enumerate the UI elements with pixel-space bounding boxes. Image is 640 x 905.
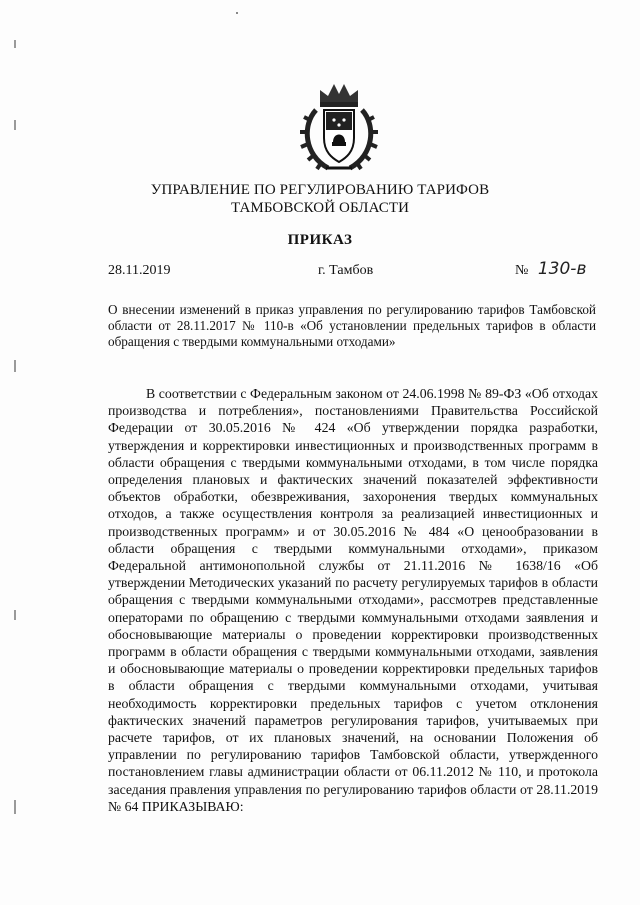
scan-margin-mark — [14, 40, 16, 48]
document-number — [515, 259, 586, 279]
tambov-coat-of-arms-icon — [298, 80, 380, 175]
scan-margin-mark — [14, 610, 16, 620]
scan-margin-mark — [14, 800, 16, 814]
document-type-title: ПРИКАЗ — [287, 232, 353, 248]
scan-margin-mark — [14, 360, 16, 372]
document-subject: О внесении изменений в приказ управления по регулированию тарифов Тамбовской области от 28.11.2017 № 110-в «Об установлении предельных тарифов в области обращения с твердыми коммунальными отходами» — [108, 302, 596, 349]
agency-name-line1: УПРАВЛЕНИЕ ПО РЕГУЛИРОВАНИЮ ТАРИФОВ — [150, 182, 490, 198]
scan-dust-dot — [236, 12, 238, 14]
document-date: 28.11.2019 — [108, 263, 171, 278]
agency-name-line2: ТАМБОВСКОЙ ОБЛАСТИ — [230, 200, 410, 216]
scan-margin-mark — [14, 120, 16, 130]
document-body-paragraph: В соответствии с Федеральным законом от 24.06.1998 № 89-ФЗ «Об отходах производства и потребления», постановлениями Правительства Российской Федерации от 30.05.2016 № 424 «Об утверждении порядка разработки, утверждения и корректировки инвестиционных и производственных программ в области обращения с твердыми коммунальными отходами, в том числе порядка определения плановых и фактических значений показателей эффективности объектов обработки, обезвреживания, захоронения твердых коммунальных отходов, а также осуществления контроля за реализацией инвестиционных и производственных программ» и от 30.05.2016 № 484 «О ценообразовании в области обращения с твердыми коммунальными отходами», приказом Федеральной антимонопольной службы от 21.11.2016 № 1638/16 «Об утверждении Методических указаний по расчету регулируемых тарифов в области обращения с твердыми коммунальными отходами», рассмотрев представленные операторами по обращению с твердыми коммунальными отходами заявления и обосновывающие материалы о проведении корректировки производственных программ в области обращения с твердыми коммунальными отходами, заявления и обосновывающие материалы о проведении корректировки предельных тарифов в области обращения с твердыми коммунальными отходами, учитывая необходимость корректировки предельных тарифов с учетом отклонения фактических значений параметров регулирования тарифов, учитываемых при расчете тарифов, от их плановых значений, на основании Положения об управлении по регулированию тарифов Тамбовской области, утвержденного постановлением главы администрации области от 06.11.2012 № 110, и протокола заседания правления управления по регулированию тарифов области от 28.11.2019 № 64 ПРИКАЗЫВАЮ: — [108, 386, 598, 814]
handwritten-number: 130-в — [537, 259, 587, 279]
number-label: № — [515, 263, 529, 278]
document-city: г. Тамбов — [318, 263, 374, 278]
